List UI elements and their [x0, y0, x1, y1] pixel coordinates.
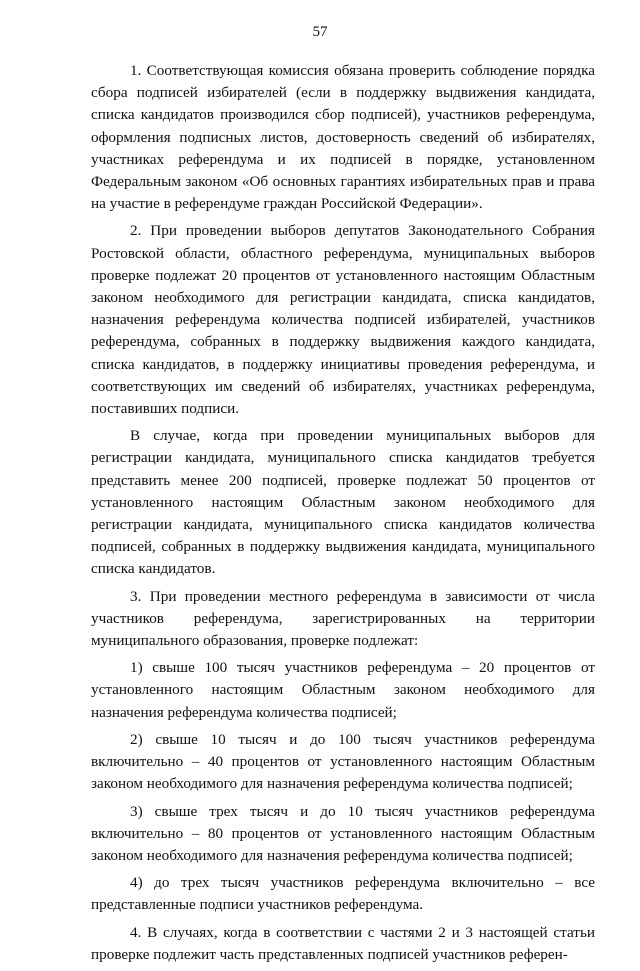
paragraph-part-3: 3. При проведении местного референдума в зависимости от числа участников референдума, зарегистрированных на территории муниципального образования, проверке подлежат:	[91, 587, 595, 650]
paragraph-part-2: 2. При проведении выборов депутатов Законодательного Собрания Ростовской области, областного референдума, муниципальных выборов проверке подлежат 20 процентов от установленного настоящим Областным законом необходимого для регистрации кандидата, списка кандидатов, назначения референдума количества подписей избирателей, участников референдума, собранных в поддержку выдвижения каждого кандидата, списка кандидатов, в поддержку инициативы проведения референдума, и соответствующих им сведений об избирателях, участниках референдума, поставивших подписи.	[91, 222, 595, 418]
list-item-1: 1) свыше 100 тысяч участников референдума – 20 процентов от установленного настоящим Областным законом необходимого для назначения референдума количества подписей;	[91, 659, 595, 721]
list-item-3: 3) свыше трех тысяч и до 10 тысяч участников референдума включительно – 80 процентов от установленного настоящим Областным законом необходимого для назначения референдума количества подписей;	[91, 802, 595, 864]
document-body	[91, 60, 595, 971]
paragraph-part-4: 4. В случаях, когда в соответствии с частями 2 и 3 настоящей статьи проверке подлежит часть представленных подписей участников референ-	[91, 923, 595, 963]
list-item-2: 2) свыше 10 тысяч и до 100 тысяч участников референдума включительно – 40 процентов от установленного настоящим Областным законом необходимого для назначения референдума количества подписей;	[91, 730, 595, 793]
paragraph-part-1: 1. Соответствующая комиссия обязана проверить соблюдение порядка сбора подписей избирателей (если в поддержку выдвижения кандидата, списка кандидатов производился сбор подписей), участников референдума, оформления подписных листов, достоверность сведений об избирателях, участниках референдума и их подписей в порядке, установленном Федеральным законом «Об основных гарантиях избирательных прав и права на участие в референдуме граждан Российской Федерации».	[91, 62, 595, 213]
list-item-4: 4) до трех тысяч участников референдума включительно – все представленные подписи участников референдума.	[91, 874, 595, 914]
paragraph-part-2-municipal: В случае, когда при проведении муниципальных выборов для регистрации кандидата, муниципального списка кандидатов требуется представить менее 200 подписей, проверке подлежат 50 процентов от установленного настоящим Областным законом необходимого для регистрации кандидата, муниципального списка кандидатов количества подписей, собранных в поддержку выдвижения кандидата, муниципального списка кандидатов.	[91, 427, 595, 578]
page-number: 57	[312, 24, 328, 40]
